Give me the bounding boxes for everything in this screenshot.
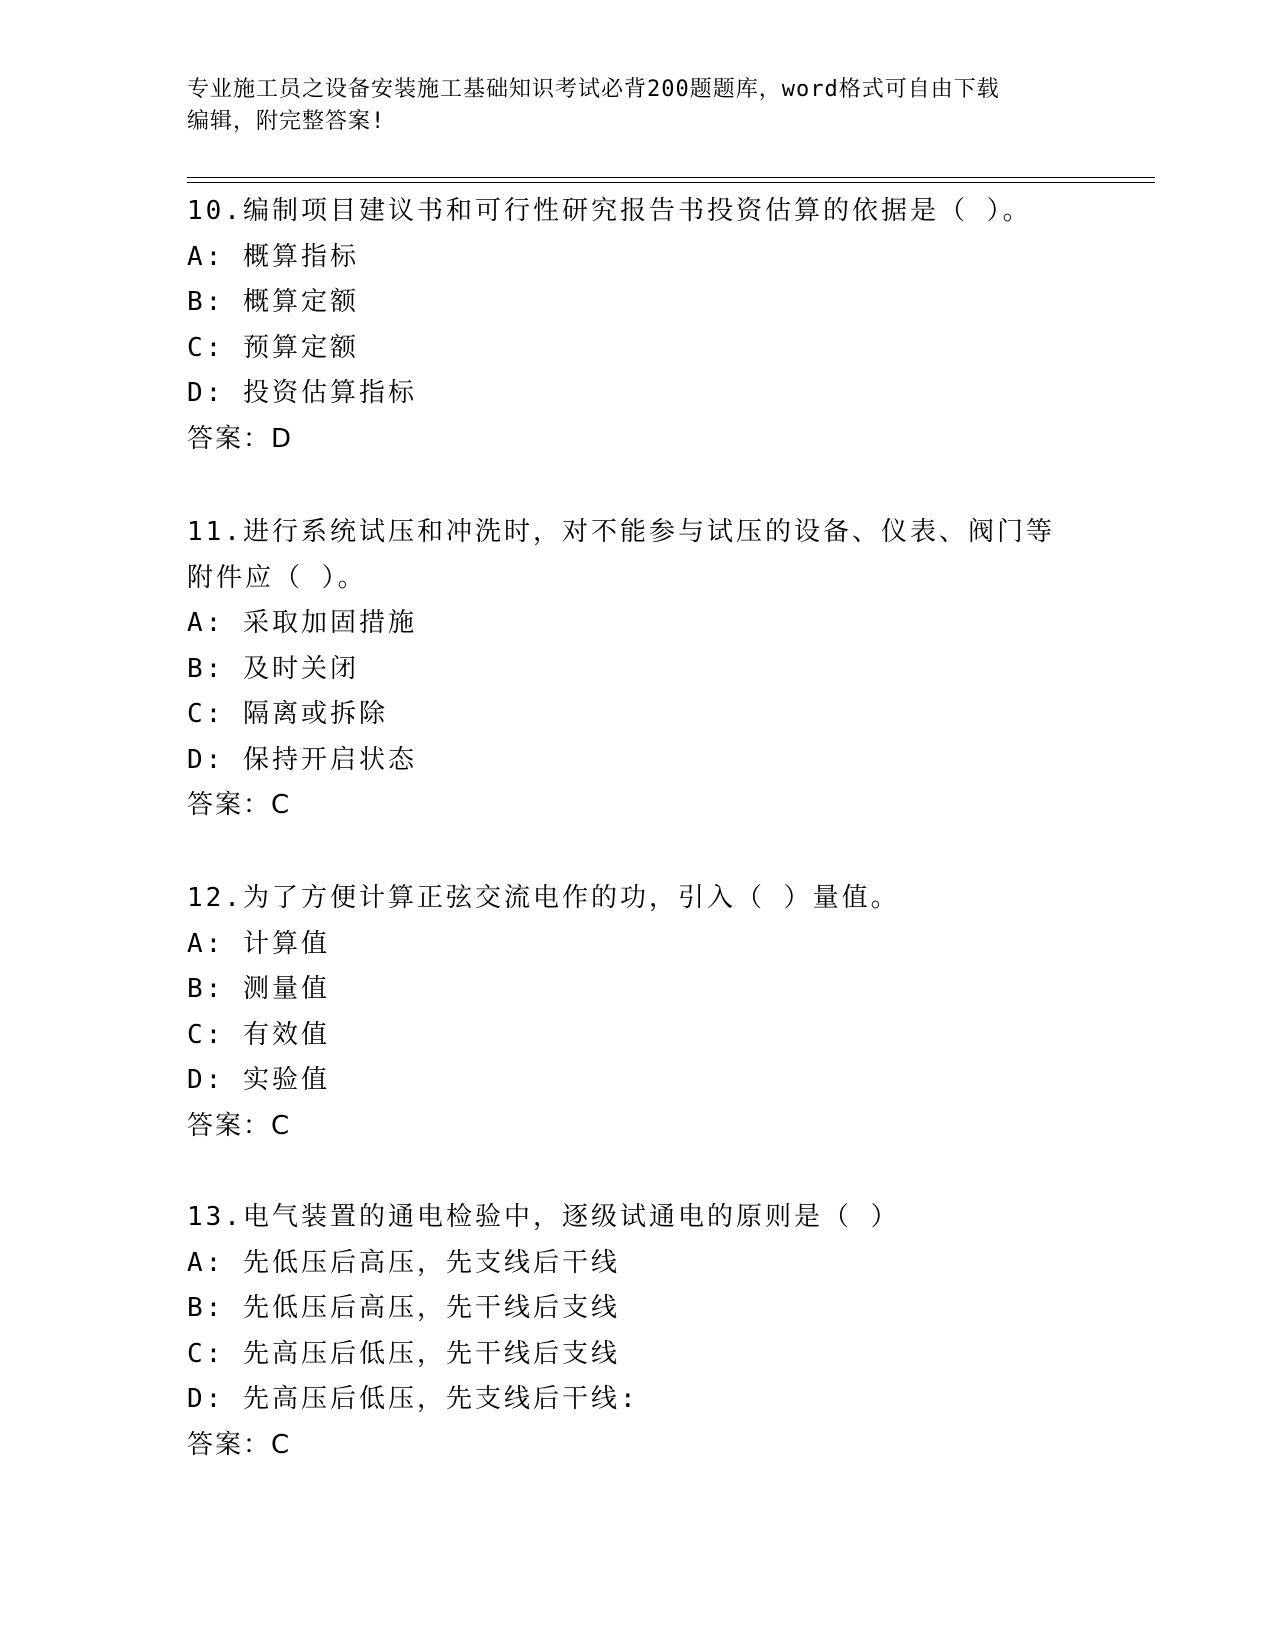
option-a <box>187 1241 1087 1287</box>
option-key: D: <box>187 378 225 408</box>
option-text: 先低压后高压，先支线后干线 <box>242 1247 620 1278</box>
option-d <box>187 1377 1087 1423</box>
option-key: A: <box>187 241 225 272</box>
option-text: 实验值 <box>242 1065 330 1095</box>
header-line-1: 专业施工员之设备安装施工基础知识考试必背200题题库，word格式可自由下载 <box>187 77 1000 102</box>
option-text: 先高压后低压，先支线后干线: <box>242 1384 639 1414</box>
document-header <box>187 74 1067 138</box>
option-key: B: <box>187 1293 225 1323</box>
option-a <box>187 922 1087 968</box>
question-13 <box>187 1195 1087 1468</box>
question-stem: 11.进行系统试压和冲洗时，对不能参与试压的设备、仪表、阀门等附件应（ ）。 <box>187 517 1055 593</box>
answer-line: 答案：C <box>187 1110 292 1141</box>
option-text: 预算定额 <box>242 332 359 363</box>
option-key: D: <box>187 744 225 775</box>
option-key: B: <box>187 974 225 1004</box>
option-c <box>187 1013 1087 1059</box>
option-key: A: <box>187 1247 225 1278</box>
option-key: C: <box>187 1019 225 1050</box>
option-c <box>187 1332 1087 1378</box>
option-key: D: <box>187 1065 225 1095</box>
header-divider-top <box>187 177 1155 178</box>
option-a <box>187 235 1087 281</box>
option-text: 隔离或拆除 <box>242 699 388 729</box>
option-text: 及时关闭 <box>242 653 359 684</box>
option-key: A: <box>187 608 225 638</box>
option-text: 概算指标 <box>242 241 359 272</box>
question-12 <box>187 876 1087 1149</box>
option-b <box>187 647 1087 693</box>
option-b <box>187 1286 1087 1332</box>
question-stem: 10.编制项目建议书和可行性研究报告书投资估算的依据是（ ）。 <box>187 196 1032 226</box>
option-key: C: <box>187 332 225 363</box>
option-key: C: <box>187 699 225 729</box>
option-a <box>187 601 1087 647</box>
option-text: 先高压后低压，先干线后支线 <box>242 1338 620 1369</box>
option-d <box>187 738 1087 784</box>
header-line-2: 编辑，附完整答案! <box>187 109 386 134</box>
option-d <box>187 1058 1087 1104</box>
option-key: B: <box>187 653 225 684</box>
option-key: C: <box>187 1338 225 1369</box>
option-text: 概算定额 <box>242 287 359 317</box>
option-text: 先低压后高压，先干线后支线 <box>242 1293 620 1323</box>
option-text: 计算值 <box>242 928 330 959</box>
answer-line: 答案：C <box>187 1429 292 1460</box>
header-divider-bottom <box>187 182 1155 183</box>
option-text: 测量值 <box>242 974 330 1004</box>
option-b <box>187 280 1087 326</box>
option-key: A: <box>187 928 225 959</box>
option-text: 采取加固措施 <box>242 608 417 638</box>
question-11 <box>187 510 1087 829</box>
option-d <box>187 371 1087 417</box>
option-text: 投资估算指标 <box>242 378 417 408</box>
question-stem: 12.为了方便计算正弦交流电作的功，引入（ ）量值。 <box>187 883 900 913</box>
option-c <box>187 692 1087 738</box>
question-10 <box>187 189 1087 462</box>
option-c <box>187 326 1087 372</box>
answer-line: 答案：C <box>187 790 292 820</box>
answer-line: 答案：D <box>187 423 294 454</box>
option-text: 有效值 <box>242 1019 330 1050</box>
option-key: D: <box>187 1384 225 1414</box>
option-text: 保持开启状态 <box>242 744 417 775</box>
option-b <box>187 967 1087 1013</box>
option-key: B: <box>187 287 225 317</box>
question-stem: 13.电气装置的通电检验中，逐级试通电的原则是（ ） <box>187 1202 900 1232</box>
